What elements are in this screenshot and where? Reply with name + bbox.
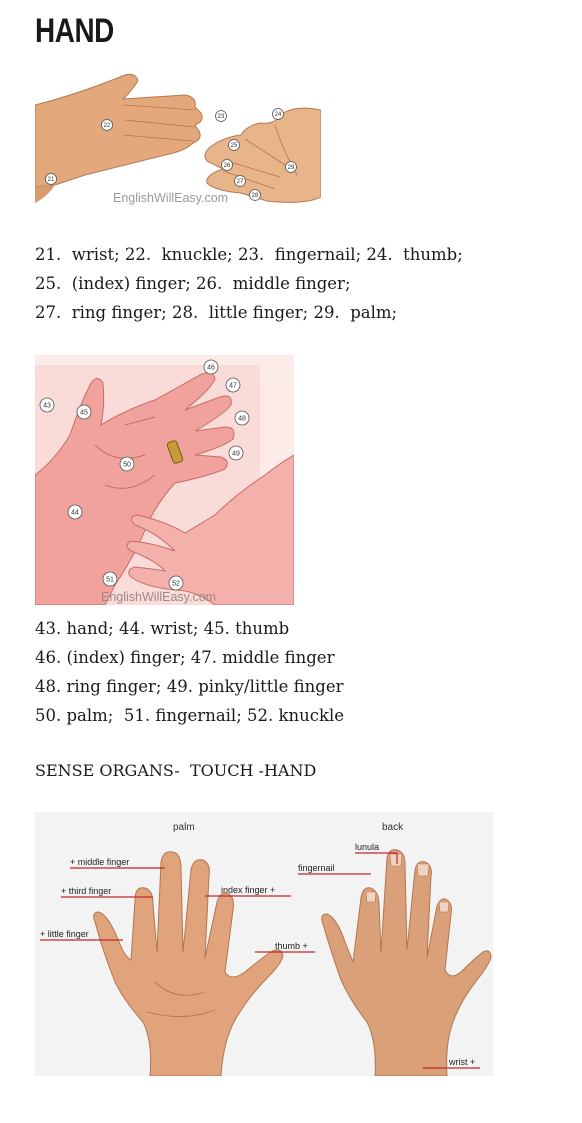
caption-1-line-3: 27. ring finger; 28. little finger; 29. palm; <box>35 303 398 322</box>
callout-23 <box>216 111 227 122</box>
watermark-1: EnglishWillEasy.com <box>113 191 229 205</box>
callout-21 <box>46 174 57 185</box>
callout-26-label: 26 <box>223 163 231 170</box>
callout-52 <box>169 576 183 590</box>
callout-43 <box>40 398 54 412</box>
callout-48 <box>235 411 249 425</box>
callout-26 <box>222 160 233 171</box>
label-middle-finger: + middle finger <box>70 857 130 867</box>
label-little-finger: + little finger <box>40 929 89 939</box>
callout-29 <box>286 162 297 173</box>
back-title: back <box>382 822 404 833</box>
callout-51-label: 51 <box>106 576 114 584</box>
callout-28-label: 28 <box>251 193 259 200</box>
callout-50 <box>120 457 134 471</box>
callout-28 <box>250 190 261 201</box>
palm-back-figure <box>35 812 493 1076</box>
callout-27-label: 27 <box>236 179 244 186</box>
caption-2-line-1: 43. hand; 44. wrist; 45. thumb <box>35 619 290 638</box>
label-thumb: thumb + <box>275 941 308 951</box>
callout-47 <box>226 378 240 392</box>
callout-46-label: 46 <box>207 364 215 372</box>
callout-22-label: 22 <box>103 123 111 130</box>
callout-29-label: 29 <box>287 165 295 172</box>
callout-52-label: 52 <box>172 580 180 588</box>
label-third-finger: + third finger <box>61 886 112 896</box>
callout-24 <box>273 109 284 120</box>
callout-45 <box>77 405 91 419</box>
label-wrist: wrist + <box>449 1057 476 1067</box>
caption-2-line-4: 50. palm; 51. fingernail; 52. knuckle <box>35 706 345 725</box>
callout-21-label: 21 <box>47 177 55 184</box>
page-title: HAND <box>35 12 114 50</box>
callout-44-label: 44 <box>71 509 79 517</box>
section-heading: SENSE ORGANS- TOUCH -HAND <box>35 761 317 780</box>
callout-27 <box>235 176 246 187</box>
callout-50-label: 50 <box>123 461 131 469</box>
callout-49-label: 49 <box>232 450 240 458</box>
callout-47-label: 47 <box>229 382 237 390</box>
callout-24-label: 24 <box>274 112 282 119</box>
caption-2-line-2: 46. (index) finger; 47. middle finger <box>35 648 335 667</box>
callout-23-label: 23 <box>217 114 225 121</box>
callout-25-label: 25 <box>230 143 238 150</box>
label-index-finger: index finger + <box>221 885 276 895</box>
hands-figure-1 <box>35 65 321 208</box>
callout-43-label: 43 <box>43 402 51 410</box>
label-fingernail: fingernail <box>298 863 335 873</box>
caption-1-line-2: 25. (index) finger; 26. middle finger; <box>35 274 351 293</box>
callout-22 <box>102 120 113 131</box>
callout-45-label: 45 <box>80 409 88 417</box>
callout-44 <box>68 505 82 519</box>
callout-48-label: 48 <box>238 415 246 423</box>
caption-2-line-3: 48. ring finger; 49. pinky/little finger <box>35 677 344 696</box>
callout-25 <box>229 140 240 151</box>
watermark-2: EnglishWillEasy.com <box>101 590 217 604</box>
callout-51 <box>103 572 117 586</box>
hands-figure-2 <box>35 355 294 605</box>
callout-49 <box>229 446 243 460</box>
palm-title: palm <box>173 822 195 833</box>
label-lunula: lunula <box>355 842 380 852</box>
caption-1-line-1: 21. wrist; 22. knuckle; 23. fingernail; 24. thumb; <box>35 245 463 264</box>
callout-46 <box>204 360 218 374</box>
